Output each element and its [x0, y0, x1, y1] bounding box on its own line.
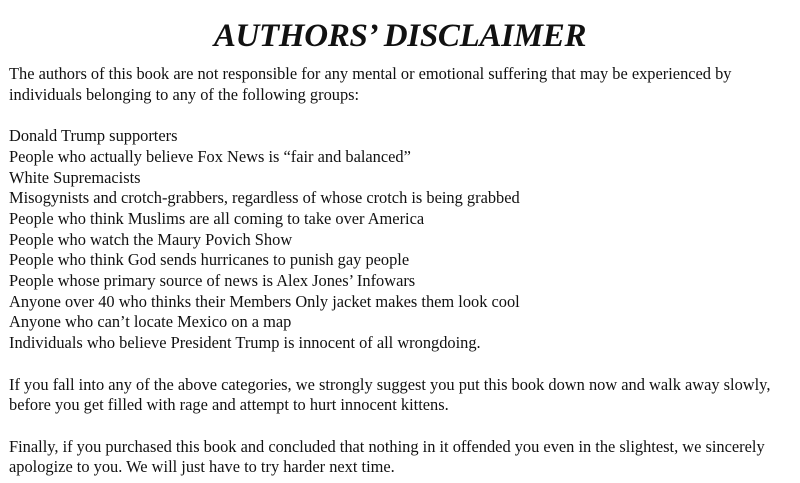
list-item: Donald Trump supporters: [9, 126, 178, 146]
list-item: White Supremacists: [9, 167, 141, 187]
disclaimer-body: [9, 64, 794, 478]
paragraph-spacer: [9, 354, 794, 375]
list-item: Anyone over 40 who thinks their Members Only jacket makes them look cool: [9, 291, 520, 311]
closing-paragraph: Finally, if you purchased this book and concluded that nothing in it offended you even in the slightest, we sincerely apologize to you. We will just have to try harder next time.: [9, 436, 765, 477]
list-item: People who watch the Maury Povich Show: [9, 229, 293, 249]
list-item: People who think God sends hurricanes to punish gay people: [9, 250, 410, 270]
list-item: People whose primary source of news is Alex Jones’ Infowars: [9, 271, 416, 291]
warning-paragraph: If you fall into any of the above categories, we strongly suggest you put this book down now and walk away slowly, before you get filled with rage and attempt to hurt innocent kittens.: [9, 374, 771, 415]
paragraph-spacer: [9, 105, 794, 126]
list-item: Anyone who can’t locate Mexico on a map: [9, 312, 292, 332]
intro-paragraph: The authors of this book are not responsible for any mental or emotional suffering that may be experienced by individuals belonging to any of the following groups:: [9, 64, 732, 104]
groups-list: [9, 126, 794, 354]
list-item: Individuals who believe President Trump is innocent of all wrongdoing.: [9, 333, 481, 353]
paragraph-spacer: [9, 416, 794, 437]
page-title: AUTHORS’ DISCLAIMER: [213, 18, 587, 54]
list-item: People who actually believe Fox News is “fair and balanced”: [9, 146, 411, 166]
list-item: People who think Muslims are all coming to take over America: [9, 208, 425, 228]
list-item: Misogynists and crotch-grabbers, regardless of whose crotch is being grabbed: [9, 188, 520, 208]
